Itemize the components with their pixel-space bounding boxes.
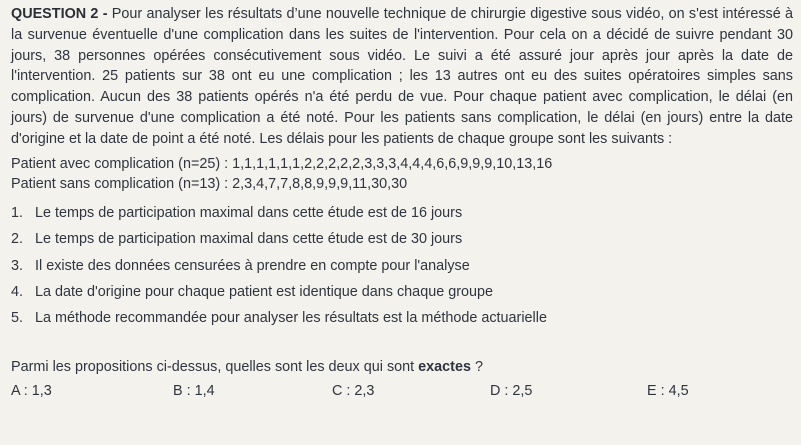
proposition-text: Le temps de participation maximal dans cette étude est de 16 jours xyxy=(35,205,463,222)
proposition-item xyxy=(11,279,793,305)
data-line-with-complication: Patient avec complication (n=25) : 1,1,1,1,1,1,2,2,2,2,2,3,3,3,4,4,4,6,6,9,9,9,10,13,16 xyxy=(11,155,553,172)
data-line-without-complication: Patient sans complication (n=13) : 2,3,4,7,7,8,8,9,9,9,11,30,30 xyxy=(11,176,408,193)
question-statement xyxy=(11,4,793,150)
choice-d[interactable]: D : 2,5 xyxy=(490,383,533,400)
proposition-item xyxy=(11,226,793,252)
proposition-number: 3. xyxy=(11,257,24,274)
choice-e[interactable]: E : 4,5 xyxy=(647,383,689,400)
proposition-number: 5. xyxy=(11,309,24,326)
proposition-text: Le temps de participation maximal dans cette étude est de 30 jours xyxy=(35,231,463,248)
question-body: Pour analyser les résultats d’une nouvelle technique de chirurgie digestive sous vidéo, on s'est intéressé à la survenue éventuelle d'une complication dans les suites de l'intervention. Pour cela on a décidé de suivre pendant 30 jours, 38 personnes opérées consécutivement sous vidéo. Le suivi a été assuré jour après jour après la date de l'intervention. 25 patients sur 38 ont eu une complication ; les 13 autres ont eu des suites opératoires simples sans complication. Aucun des 38 patients opérés n'a été perdu de vue. Pour chaque patient avec complication, le délai (en jours) de survenue d'une complication a été noté. Pour les patients sans complication, le délai (en jours) entre la date d'origine et la date de point a été noté. Les délais pour les patients de chaque groupe sont les suivants : xyxy=(11,6,794,147)
proposition-number: 1. xyxy=(11,205,24,222)
proposition-number: 4. xyxy=(11,283,24,300)
proposition-text: La méthode recommandée pour analyser les résultats est la méthode actuarielle xyxy=(35,309,547,326)
propositions-list xyxy=(11,200,793,331)
prompt-end: ? xyxy=(470,359,483,376)
question-heading: QUESTION 2 - xyxy=(11,6,108,22)
proposition-text: Il existe des données censurées à prendre en compte pour l'analyse xyxy=(35,257,470,274)
proposition-number: 2. xyxy=(11,231,24,248)
proposition-item xyxy=(11,253,793,279)
prompt-emphasis: exactes xyxy=(418,359,471,376)
prompt-text: Parmi les propositions ci-dessus, quelles sont les deux qui sont xyxy=(11,359,419,376)
proposition-item xyxy=(11,200,793,226)
proposition-text: La date d'origine pour chaque patient est identique dans chaque groupe xyxy=(35,283,494,300)
choice-b[interactable]: B : 1,4 xyxy=(173,383,215,400)
delay-data xyxy=(11,154,793,196)
choice-c[interactable]: C : 2,3 xyxy=(332,383,375,400)
answer-prompt xyxy=(11,357,793,377)
proposition-item xyxy=(11,305,793,331)
answer-choices xyxy=(11,381,793,403)
choice-a[interactable]: A : 1,3 xyxy=(11,383,52,400)
